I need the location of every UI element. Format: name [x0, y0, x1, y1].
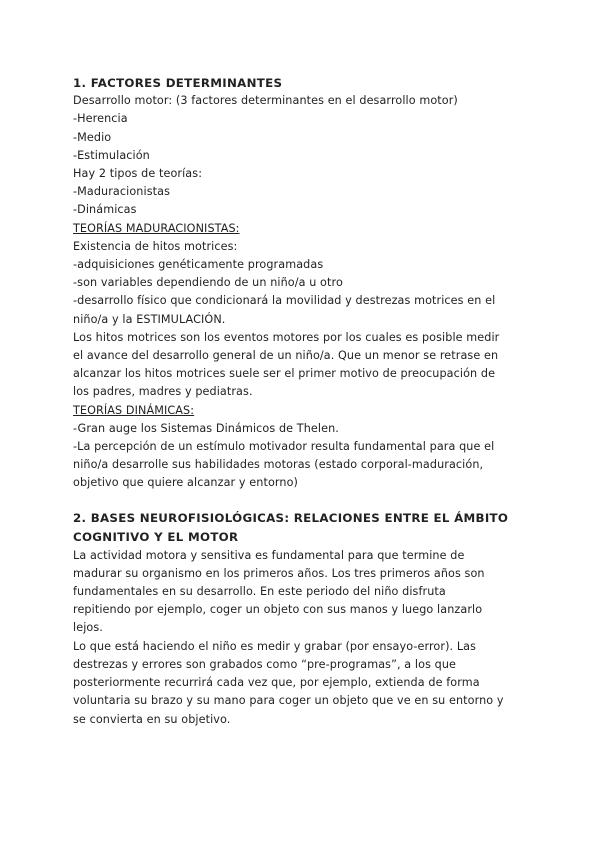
section-1-heading: 1. FACTORES DETERMINANTES	[73, 76, 283, 90]
body-line: -adquisiciones genéticamente programadas	[73, 258, 324, 272]
factor-item: -Herencia	[73, 112, 128, 126]
body-line: niño/a desarrolle sus habilidades motoras (estado corporal-maduración,	[73, 458, 484, 472]
body-line: el avance del desarrollo general de un niño/a. Que un menor se retrase en	[73, 349, 499, 363]
body-line: repitiendo por ejemplo, coger un objeto con sus manos y luego lanzarlo	[73, 603, 483, 617]
body-line: -La percepción de un estímulo motivador resulta fundamental para que el	[73, 440, 495, 454]
section-1-intro: Desarrollo motor: (3 factores determinantes en el desarrollo motor)	[73, 94, 458, 108]
types-intro: Hay 2 tipos de teorías:	[73, 167, 203, 181]
body-line: los padres, madres y pediatras.	[73, 385, 253, 399]
body-line: fundamentales en su desarrollo. En este periodo del niño disfruta	[73, 585, 446, 599]
body-line: Existencia de hitos motrices:	[73, 239, 238, 253]
body-line: -son variables dependiendo de un niño/a u otro	[73, 276, 343, 290]
factor-item: -Medio	[73, 130, 112, 144]
body-line: -Gran auge los Sistemas Dinámicos de Thelen.	[73, 421, 339, 435]
body-line: lejos.	[73, 621, 103, 635]
maduracionistas-heading: TEORÍAS MADURACIONISTAS:	[73, 221, 240, 235]
body-line: Los hitos motrices son los eventos motores por los cuales es posible medir	[73, 330, 500, 344]
body-line: niño/a y la ESTIMULACIÓN.	[73, 312, 226, 326]
body-line: posteriormente recurrirá cada vez que, por ejemplo, extienda de forma	[73, 676, 480, 690]
type-item: -Maduracionistas	[73, 185, 170, 199]
body-line: voluntaria su brazo y su mano para coger un objeto que ve en su entorno y	[73, 694, 504, 708]
body-line: destrezas y errores son grabados como “pre-programas”, a los que	[73, 657, 457, 671]
body-line: se convierta en su objetivo.	[73, 712, 231, 726]
body-line: La actividad motora y sensitiva es fundamental para que termine de	[73, 548, 465, 562]
factor-item: -Estimulación	[73, 148, 150, 162]
dinamicas-heading: TEORÍAS DINÁMICAS:	[73, 403, 195, 417]
section-2-heading: COGNITIVO Y EL MOTOR	[73, 529, 239, 544]
body-line: madurar su organismo en los primeros años. Los tres primeros años son	[73, 566, 485, 580]
body-line: Lo que está haciendo el niño es medir y grabar (por ensayo-error). Las	[73, 639, 477, 653]
body-line: objetivo que quiere alcanzar y entorno)	[73, 476, 298, 490]
section-2-heading: 2. BASES NEUROFISIOLÓGICAS: RELACIONES ENTRE EL ÁMBITO	[73, 510, 509, 525]
type-item: -Dinámicas	[73, 203, 137, 217]
body-line: alcanzar los hitos motrices suele ser el primer motivo de preocupación de	[73, 367, 496, 381]
body-line: -desarrollo físico que condicionará la movilidad y destrezas motrices en el	[73, 294, 496, 308]
section-gap	[73, 493, 530, 509]
